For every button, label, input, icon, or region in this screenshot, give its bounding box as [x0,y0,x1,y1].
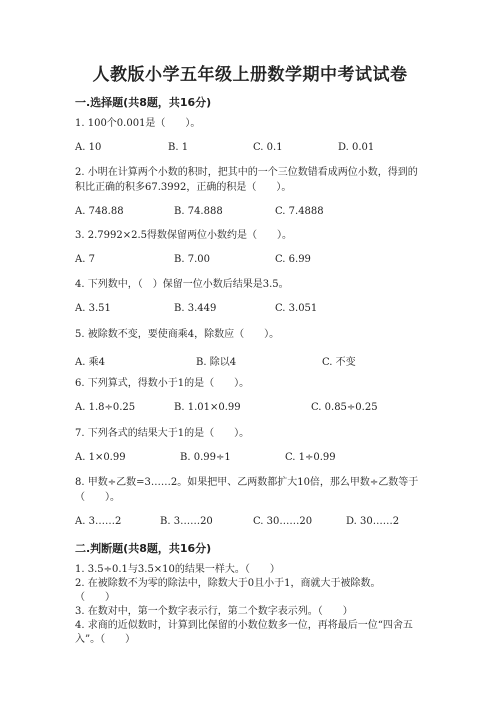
question-stem: 1. 100个0.001是（ ）。 [75,118,201,129]
question-option: C. 1÷0.99 [285,452,336,463]
judgement-line: （ ） [75,592,115,603]
question-option: A. 10 [75,142,102,153]
question-option: A. 7 [75,254,95,265]
question-option: A. 748.88 [75,206,124,217]
question-option: C. 6.99 [275,254,311,265]
judgement-line: 入”。（ ） [75,634,136,645]
question-stem: 6. 下列算式，得数小于1的是（ ）。 [75,378,250,389]
section-heading-judgement: 二.判断题(共8题，共16分) [75,542,212,555]
question-stem: 3. 2.7992×2.5得数保留两位小数约是（ ）。 [75,230,292,241]
section-heading-choice: 一.选择题(共8题，共16分) [75,96,212,109]
question-option: C. 30……20 [253,516,313,527]
question-option: A. 1×0.99 [75,452,126,463]
question-stem: 8. 甲数÷乙数=3……2。如果把甲、乙两数都扩大10倍，那么甲数÷乙数等于 [75,477,419,488]
judgement-line: 4. 求商的近似数时，计算到比保留的小数位数多一位，再将最后一位“四舍五 [75,620,413,631]
question-option: B. 0.99÷1 [180,452,231,463]
question-stem: 积比正确的积多67.3992，正确的积是（ ）。 [75,182,292,193]
question-option: D. 0.01 [338,142,375,153]
question-option: C. 0.1 [253,142,283,153]
question-option: C. 3.051 [275,303,318,314]
question-option: B. 7.00 [174,254,210,265]
question-stem: 2. 小明在计算两个小数的积时，把其中的一个三位数错看成两位小数，得到的 [75,167,418,178]
question-stem: （ ）。 [75,492,120,503]
question-stem: 4. 下列数中，（ ）保留一位小数后结果是3.5。 [75,279,289,290]
question-option: C. 0.85÷0.25 [311,402,378,413]
page-title: 人教版小学五年级上册数学期中考试试卷 [92,65,408,85]
judgement-line: 3. 在数对中，第一个数字表示行，第二个数字表示列。（ ） [75,606,353,617]
question-option: A. 乘4 [75,357,105,368]
question-option: B. 1 [168,142,189,153]
question-stem: 7. 下列各式的结果大于1的是（ ）。 [75,428,250,439]
question-option: A. 3……2 [75,516,122,527]
question-option: B. 3……20 [160,516,213,527]
question-option: B. 3.449 [174,303,217,314]
question-option: B. 除以4 [196,357,237,368]
judgement-line: 1. 3.5÷0.1与3.5×10的结果一样大。（ ） [75,564,280,575]
question-option: B. 1.01×0.99 [174,402,241,413]
question-option: A. 1.8÷0.25 [75,402,136,413]
question-option: C. 7.4888 [275,206,324,217]
question-option: C. 不变 [322,357,356,368]
judgement-line: 2. 在被除数不为零的除法中，除数大于0且小于1，商就大于被除数。 [75,578,381,589]
question-option: B. 74.888 [174,206,223,217]
question-option: D. 30……2 [346,516,400,527]
question-option: A. 3.51 [75,303,111,314]
question-stem: 5. 被除数不变，要使商乘4，除数应（ ）。 [75,329,280,340]
